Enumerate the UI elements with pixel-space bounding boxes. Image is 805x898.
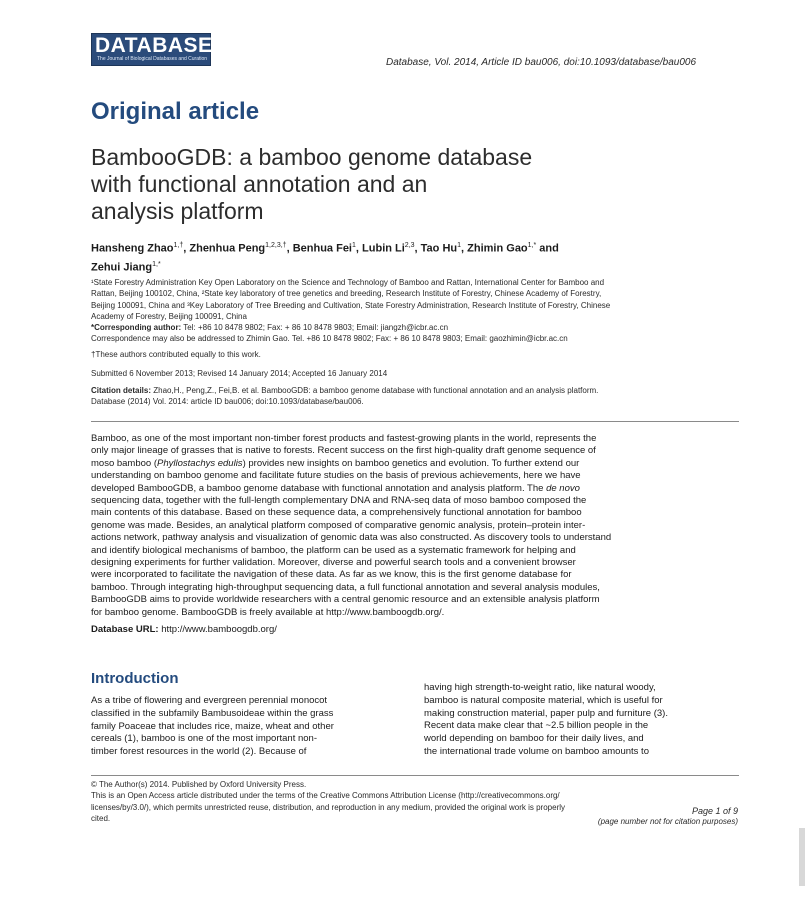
license-line: licenses/by/3.0/), which permits unrestricted reuse, distribution, and reproduction in any medium, provided the original work is properly: [91, 802, 566, 812]
abstract-line: for bamboo genome. BambooGDB is freely available at http://www.bamboogdb.org/.: [91, 606, 445, 618]
citation-details: [91, 385, 741, 408]
submission-dates: Submitted 6 November 2013; Revised 14 January 2014; Accepted 16 January 2014: [91, 369, 388, 378]
introduction-heading: Introduction: [91, 670, 179, 687]
citation-text: Zhao,H., Peng,Z., Fei,B. et al. BambooGDB: a bamboo genome database with functional annotation and an analysis platform.: [151, 386, 599, 395]
footnote-divider: [91, 775, 739, 776]
author-sep: ,: [183, 242, 190, 255]
author-line-2: [91, 257, 741, 276]
abstract-line: bamboo. Through integrating high-throughput sequencing data, a full functional annotation and several analysis modules,: [91, 581, 600, 593]
author-list: [91, 238, 741, 275]
citation-text-2: Database (2014) Vol. 2014: article ID bau006; doi:10.1093/database/bau006.: [91, 397, 364, 407]
author-sep: ,: [461, 242, 468, 255]
author-line-1: [91, 238, 741, 257]
affiliation-line: Rattan, Beijing 100102, China, ²State key laboratory of tree genetics and breeding, Research Institute of Forestry, Chinese Academy of Forestry,: [91, 289, 602, 299]
license-line: This is an Open Access article distributed under the terms of the Creative Commons Attribution License (http://creativecommons.org/: [91, 791, 560, 801]
abstract-divider: [91, 421, 739, 422]
author-affil: 1,†: [173, 242, 184, 249]
abstract-line: sequencing data, together with the full-length complementary DNA and RNA-seq data of moso bamboo composed the: [91, 495, 587, 507]
author-affil: 1,*: [527, 242, 537, 249]
page-number: Page 1 of 9: [691, 806, 738, 816]
abstract-line: genome was made. Besides, an analytical platform composed of comparative genomic analysis, protein–protein inter-: [91, 519, 586, 531]
abstract-line: Bamboo, as one of the most important non-timber forest products and fastest-growing plants in the world, represents the: [91, 433, 597, 444]
abstract-line: designing experiments for further validation. Moreover, diverse and powerful search tools and a convenient browser: [91, 557, 576, 569]
abstract-line: developed BambooGDB, a bamboo genome database with functional annotation and analysis platform. The de novo: [91, 482, 580, 494]
affiliations: [91, 277, 741, 323]
title-line: with functional annotation and an: [91, 171, 428, 197]
title-line: analysis platform: [91, 198, 264, 224]
citation-label: Citation details:: [91, 386, 152, 395]
journal-logo: [91, 33, 211, 66]
author-affil: 1,*: [152, 260, 161, 268]
section-label: Original article: [91, 98, 260, 125]
intro-line: Recent data make clear that ~2.5 billion people in the: [424, 720, 649, 732]
intro-line: making construction material, paper pulp and furniture (3).: [424, 707, 668, 719]
intro-line: bamboo is natural composite material, which is useful for: [424, 694, 663, 706]
abstract-line: main contents of this database. Based on these sequence data, a comprehensively functional annotation for bamboo: [91, 507, 582, 519]
author-affil: 1: [457, 242, 462, 249]
intro-right-column: [424, 682, 740, 759]
author-name: Lubin Li: [362, 242, 405, 255]
intro-line: family Poaceae that includes rice, maize, wheat and other: [91, 720, 334, 732]
author-name: Zhimin Gao: [467, 242, 528, 255]
corresponding-contact: Tel: +86 10 8478 9802; Fax: + 86 10 8478 9803; Email: jiangzh@icbr.ac.cn: [181, 323, 449, 332]
corresponding-author: [91, 322, 741, 345]
author-name: Benhua Fei: [292, 242, 352, 255]
affiliation-line: Academy of Forestry, Beijing 100091, China: [91, 312, 247, 322]
author-affil: 1: [352, 242, 356, 249]
abstract-line: BambooGDB aims to provide worldwide researchers with a central genomic resource and an extensible analysis platform: [91, 594, 600, 606]
logo-subtitle: The Journal of Biological Databases and Curation: [97, 56, 208, 62]
header-citation: Database, Vol. 2014, Article ID bau006, doi:10.1093/database/bau006: [386, 57, 697, 68]
intro-line: world depending on bamboo for their daily lives, and: [424, 733, 644, 745]
affiliation-line: Beijing 100091, China and ³Key Laboratory of Tree Breeding and Cultivation, State Forestry Administration, Research Institute of Forestry, Chinese: [91, 300, 611, 310]
intro-line: cereals (1), bamboo is one of the most important non-: [91, 733, 318, 745]
license-line: cited.: [91, 814, 111, 824]
corresponding-label: *Corresponding author:: [91, 323, 182, 332]
title-line: BambooGDB: a bamboo genome database: [91, 144, 533, 170]
author-name: Tao Hu: [420, 242, 458, 255]
abstract-line: and identify biological mechanisms of bamboo, the platform can be used as a systematic framework for helping and: [91, 544, 576, 556]
author-sep: ,: [286, 242, 293, 255]
page-number-note: (page number not for citation purposes): [597, 817, 738, 826]
author-name: Zehui Jiang: [91, 261, 153, 274]
abstract-line: only major lineage of grasses that is native to forests. Recent success on the first high-quality draft genome sequence of: [91, 445, 596, 457]
license-line: © The Author(s) 2014. Published by Oxford University Press.: [91, 780, 307, 789]
affiliation-line: ¹State Forestry Administration Key Open Laboratory on the Science and Technology of Bamboo and Rattan, International Center for Bamboo and: [91, 278, 605, 287]
abstract-line: were incorporated to facilitate the navigation of these data. As far as we know, this is the first genome database for: [91, 569, 572, 581]
author-name: Zhenhua Peng: [189, 242, 266, 255]
database-url-link[interactable]: http://www.bamboogdb.org/: [158, 624, 277, 635]
abstract-line: moso bamboo (Phyllostachys edulis) provides new insights on bamboo genetics and evolution. To further extend our: [91, 457, 580, 469]
author-sep: and: [536, 242, 559, 255]
database-url: [91, 624, 277, 635]
article-title: [91, 144, 731, 225]
intro-line: timber forest resources in the world (2). Because of: [91, 746, 307, 758]
author-sep: ,: [355, 242, 363, 255]
equal-contribution-note: †These authors contributed equally to this work.: [91, 350, 261, 359]
abstract-line: actions network, pathway analysis and visualization of genomic data was also constructed. As discovery tools to understand: [91, 532, 612, 544]
intro-line: As a tribe of flowering and evergreen perennial monocot: [91, 695, 328, 706]
intro-line: the international trade volume on bamboo amounts to: [424, 745, 649, 757]
intro-line: classified in the subfamily Bambusoideae within the grass: [91, 707, 334, 719]
author-sep: ,: [414, 242, 421, 255]
abstract: [91, 433, 741, 619]
abstract-line: understanding on bamboo genome and facilitate future studies on the basis of previous achievements, here we have: [91, 470, 581, 482]
intro-left-column: [91, 695, 406, 759]
database-url-label: Database URL:: [91, 624, 159, 635]
author-affil: 1,2,3,†: [265, 242, 287, 249]
author-name: Hansheng Zhao: [91, 242, 174, 255]
logo-text: DATABASE: [95, 34, 213, 57]
intro-line: having high strength-to-weight ratio, like natural woody,: [424, 682, 656, 693]
side-watermark: [799, 828, 805, 886]
author-affil: 2,3: [404, 242, 415, 249]
corresponding-alt: Correspondence may also be addressed to Zhimin Gao. Tel. +86 10 8478 9802; Fax: + 86 10 8478 9803; Email: gaozhimin@icbr.ac.cn: [91, 334, 568, 344]
